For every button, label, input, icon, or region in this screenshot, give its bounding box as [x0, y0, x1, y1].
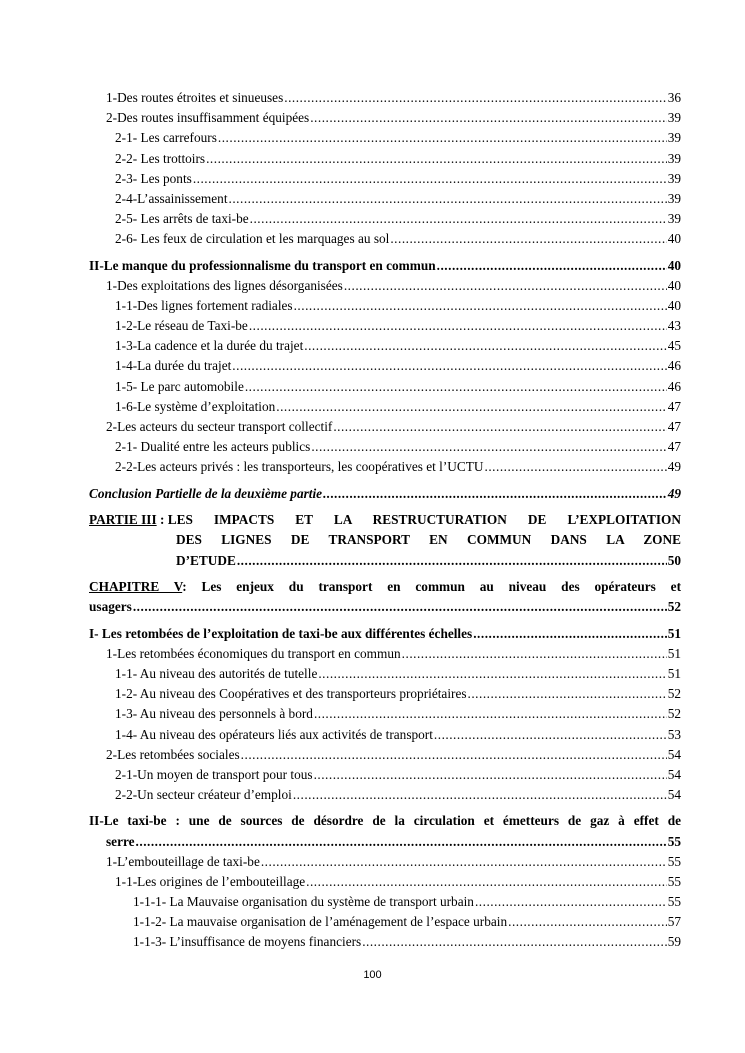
toc-entry-page: 39: [667, 170, 681, 186]
toc-entry-page: 52: [667, 686, 681, 702]
toc-leader-dots: [473, 624, 666, 644]
toc-leader-dots: [229, 189, 667, 209]
toc-section-i[interactable]: [89, 624, 681, 644]
toc-entry-title: I- Les retombées de l’exploitation de taxi-be aux différentes échelles: [89, 625, 473, 641]
toc-entry-page: 53: [667, 726, 681, 742]
toc-entry-page: 40: [667, 277, 681, 293]
toc-entry-page: 57: [667, 914, 681, 930]
toc-entry-title: Conclusion Partielle de la deuxième partie: [89, 485, 323, 501]
toc-leader-dots: [306, 872, 667, 892]
chapter-title-line-1: : Les enjeux du transport en commun au niveau des opérateurs et: [182, 578, 681, 594]
toc-leader-dots: [245, 377, 667, 397]
toc-leader-dots: [475, 892, 667, 912]
toc-leader-dots: [318, 664, 666, 684]
toc-entry-title: 1-1-Des lignes fortement radiales: [115, 297, 293, 313]
toc-leader-dots: [241, 745, 667, 765]
toc-entry[interactable]: [89, 108, 681, 128]
toc-entry-title: 1-1- Au niveau des autorités de tutelle: [115, 666, 318, 681]
toc-entry-page: 39: [667, 150, 681, 166]
toc-entry-page: 36: [667, 90, 681, 105]
toc-entry[interactable]: [89, 417, 681, 437]
toc-entry-title: 2-2- Les trottoirs: [115, 150, 206, 166]
toc-leader-dots: [293, 785, 667, 805]
toc-leader-dots: [294, 296, 667, 316]
toc-entry-title: 1-L’embouteillage de taxi-be: [106, 853, 260, 869]
toc-entry-title: 1-Les retombées économiques du transport en commun: [106, 645, 401, 661]
toc-leader-dots: [133, 597, 667, 617]
toc-entry-title: 1-4- Au niveau des opérateurs liés aux activités de transport: [115, 726, 433, 742]
toc-entry[interactable]: [89, 356, 681, 376]
toc-entry-page: 54: [667, 787, 681, 803]
toc-entry-page: 49: [667, 485, 681, 501]
toc-entry-page: 55: [667, 894, 681, 910]
toc-entry[interactable]: [89, 684, 681, 704]
toc-entry-title: 1-2- Au niveau des Coopératives et des transporteurs propriétaires: [115, 686, 467, 702]
toc-entry-title: 1-1-3- L’insuffisance de moyens financiers: [133, 934, 362, 950]
toc-entry-title: II-Le manque du professionnalisme du transport en commun: [89, 257, 436, 273]
toc-entry-page: 55: [667, 873, 681, 889]
table-of-contents: [89, 88, 681, 953]
toc-entry-page: 39: [667, 110, 681, 126]
toc-chapter-v[interactable]: [89, 577, 681, 618]
toc-entry[interactable]: [89, 704, 681, 724]
toc-entry[interactable]: [89, 377, 681, 397]
toc-entry-title: 1-1-Les origines de l’embouteillage: [115, 873, 306, 889]
toc-leader-dots: [508, 912, 667, 932]
toc-entry-title: 2-2-Les acteurs privés : les transporteurs, les coopératives et l’UCTU: [115, 459, 484, 475]
toc-entry-page: 51: [667, 645, 681, 661]
toc-entry-title: 2-3- Les ponts: [115, 170, 192, 186]
toc-entry-title: 2-Des routes insuffisamment équipées: [106, 110, 310, 126]
toc-leader-dots: [344, 276, 667, 296]
toc-entry-title: 2-1-Un moyen de transport pour tous: [115, 766, 313, 782]
toc-leader-dots: [206, 149, 667, 169]
toc-leader-dots: [390, 229, 666, 249]
toc-leader-dots: [136, 832, 667, 852]
toc-entry-page: 39: [667, 130, 681, 146]
toc-entry-page: 46: [667, 358, 681, 374]
toc-entry-title: 1-4-La durée du trajet: [115, 358, 232, 374]
part-title-line-2: DES LIGNES DE TRANSPORT EN COMMUN DANS LA ZONE: [176, 532, 681, 548]
toc-entry[interactable]: [89, 88, 681, 108]
toc-leader-dots: [284, 88, 666, 108]
toc-entry[interactable]: [89, 892, 681, 912]
part-separator: :: [156, 511, 168, 527]
toc-leader-dots: [276, 397, 666, 417]
toc-entry[interactable]: [89, 336, 681, 356]
toc-entry-page: 55: [667, 853, 681, 869]
toc-entry-title: 2-1- Dualité entre les acteurs publics: [115, 439, 311, 455]
toc-entry[interactable]: [89, 852, 681, 872]
toc-entry-title: 2-Les retombées sociales: [106, 746, 240, 762]
toc-entry-page: 40: [667, 231, 681, 247]
toc-entry-page: 51: [667, 666, 681, 681]
toc-entry[interactable]: [89, 872, 681, 892]
toc-entry-title: 1-1-2- La mauvaise organisation de l’aménagement de l’espace urbain: [133, 914, 508, 930]
toc-entry[interactable]: [89, 437, 681, 457]
toc-entry[interactable]: [89, 785, 681, 805]
toc-entry-page: 50: [667, 552, 681, 568]
toc-entry-title: 1-5- Le parc automobile: [115, 378, 244, 394]
toc-entry[interactable]: [89, 229, 681, 249]
section-title-line-1: II-Le taxi-be : une de sources de désordre de la circulation et émetteurs de gaz à effet de: [89, 813, 681, 829]
toc-entry-title: 2-6- Les feux de circulation et les marquages au sol: [115, 231, 390, 247]
toc-entry[interactable]: [89, 316, 681, 336]
toc-entry[interactable]: [89, 169, 681, 189]
toc-entry[interactable]: [89, 189, 681, 209]
toc-entry-title: 2-2-Un secteur créateur d’emploi: [115, 787, 292, 803]
toc-leader-dots: [402, 644, 667, 664]
part-title-line-1: LES IMPACTS ET LA RESTRUCTURATION DE L’EXPLOITATION: [167, 511, 681, 527]
toc-entry-title: 1-6-Le système d’exploitation: [115, 398, 276, 414]
toc-leader-dots: [485, 457, 667, 477]
toc-group-2: [89, 276, 681, 478]
toc-leader-dots: [468, 684, 667, 704]
toc-entry-page: 45: [667, 338, 681, 354]
toc-leader-dots: [232, 356, 666, 376]
section-title-line-2: serre: [106, 833, 135, 849]
toc-entry-page: 54: [667, 766, 681, 782]
toc-entry-page: 40: [667, 297, 681, 313]
toc-leader-dots: [249, 316, 667, 336]
toc-entry-page: 52: [667, 706, 681, 722]
toc-entry-page: 43: [667, 318, 681, 334]
toc-entry[interactable]: [89, 149, 681, 169]
toc-entry-page: 49: [667, 459, 681, 475]
toc-section-ii[interactable]: [89, 256, 681, 276]
toc-entry-page: 47: [667, 398, 681, 414]
toc-entry[interactable]: [89, 397, 681, 417]
toc-entry-page: 59: [667, 934, 681, 950]
toc-entry-title: 2-4-L’assainissement: [115, 190, 228, 206]
toc-entry-title: 2-1- Les carrefours: [115, 130, 217, 146]
toc-entry-title: 1-Des exploitations des lignes désorganisées: [106, 277, 343, 293]
toc-entry[interactable]: [89, 644, 681, 664]
toc-leader-dots: [237, 551, 667, 571]
toc-entry-page: 39: [667, 211, 681, 227]
toc-entry-title: 1-2-Le réseau de Taxi-be: [115, 318, 248, 334]
toc-leader-dots: [314, 765, 667, 785]
toc-group-4: [89, 852, 681, 953]
toc-leader-dots: [310, 108, 666, 128]
toc-entry-page: 54: [667, 746, 681, 762]
toc-entry-title: 1-3-La cadence et la durée du trajet: [115, 338, 304, 354]
toc-entry-page: 47: [667, 439, 681, 455]
part-title-line-3: D’ETUDE: [176, 552, 236, 568]
toc-leader-dots: [218, 128, 667, 148]
toc-entry[interactable]: [89, 912, 681, 932]
toc-entry-page: 39: [667, 190, 681, 206]
toc-leader-dots: [362, 932, 667, 952]
toc-part-iii[interactable]: [89, 510, 681, 571]
chapter-title-line-2: usagers: [89, 599, 132, 615]
toc-entry[interactable]: [89, 296, 681, 316]
toc-entry[interactable]: [89, 457, 681, 477]
toc-entry-page: 46: [667, 378, 681, 394]
toc-entry[interactable]: [89, 209, 681, 229]
part-label: PARTIE III: [89, 511, 157, 527]
toc-leader-dots: [437, 256, 667, 276]
toc-leader-dots: [434, 725, 667, 745]
toc-group-3: [89, 644, 681, 806]
toc-leader-dots: [261, 852, 667, 872]
toc-entry-page: 51: [667, 625, 681, 641]
toc-leader-dots: [333, 417, 666, 437]
toc-entry-page: 40: [667, 257, 681, 273]
toc-entry[interactable]: [89, 276, 681, 296]
toc-entry-title: 2-5- Les arrêts de taxi-be: [115, 211, 249, 227]
page-number: 100: [363, 969, 382, 981]
toc-leader-dots: [314, 704, 667, 724]
toc-entry-title: 1-1-1- La Mauvaise organisation du système de transport urbain: [133, 894, 474, 910]
toc-conclusion[interactable]: [89, 484, 681, 504]
toc-entry-title: 2-Les acteurs du secteur transport collectif: [106, 419, 333, 434]
toc-leader-dots: [250, 209, 667, 229]
toc-entry-page: 47: [667, 419, 681, 434]
toc-entry[interactable]: [89, 128, 681, 148]
toc-leader-dots: [193, 169, 667, 189]
toc-section-ii-taxi-be[interactable]: [89, 811, 681, 851]
toc-entry-title: 1-3- Au niveau des personnels à bord: [115, 706, 313, 722]
toc-entry-page: 52: [667, 599, 681, 615]
toc-leader-dots: [311, 437, 666, 457]
toc-entry[interactable]: [89, 932, 681, 952]
chapter-label: CHAPITRE V: [89, 578, 183, 594]
toc-entry-page: 55: [667, 833, 681, 849]
toc-entry[interactable]: [89, 725, 681, 745]
toc-leader-dots: [304, 336, 666, 356]
toc-leader-dots: [323, 484, 667, 504]
toc-group-1: [89, 88, 681, 250]
toc-entry[interactable]: [89, 664, 681, 684]
toc-entry[interactable]: [89, 765, 681, 785]
toc-entry-title: 1-Des routes étroites et sinueuses: [106, 90, 284, 105]
toc-entry[interactable]: [89, 745, 681, 765]
